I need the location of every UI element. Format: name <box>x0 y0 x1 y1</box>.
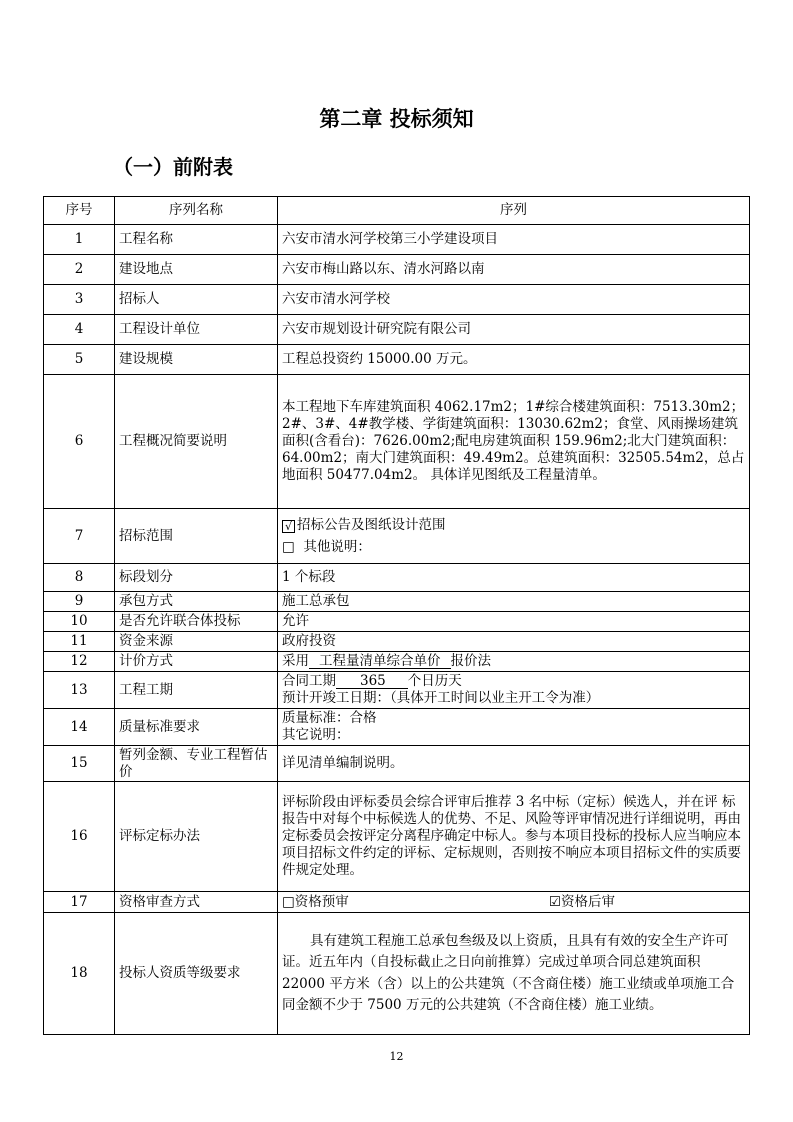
row-value <box>278 709 750 746</box>
row-number: 14 <box>44 709 115 746</box>
row-name: 暂列金额、专业工程暂估价 <box>115 746 278 782</box>
review-option-prequal <box>282 894 349 911</box>
contract-period-suffix: 个日历天 <box>407 673 462 689</box>
row-value: 施工总承包 <box>278 592 750 612</box>
row-name: 投标人资质等级要求 <box>115 913 278 1035</box>
row-number: 15 <box>44 746 115 782</box>
table-row <box>44 652 750 672</box>
row-number: 9 <box>44 592 115 612</box>
table-row <box>44 746 750 782</box>
checkbox-checked-icon: ☑ <box>548 893 561 910</box>
header-name: 序列名称 <box>115 197 278 225</box>
row-value: 政府投资 <box>278 632 750 652</box>
contract-period-fill: 365 <box>336 674 408 689</box>
pricing-prefix: 采用 <box>282 653 309 669</box>
row-name: 工程设计单位 <box>115 315 278 345</box>
table-header-row <box>44 197 750 225</box>
table-row <box>44 255 750 285</box>
row-value <box>278 652 750 672</box>
scope-option-label: 其他说明： <box>303 539 371 555</box>
row-number: 12 <box>44 652 115 672</box>
section-title: （一）前附表 <box>113 155 233 179</box>
row-name: 标段划分 <box>115 564 278 592</box>
row-name: 资格审查方式 <box>115 892 278 913</box>
pricing-method-fill: 工程量清单综合单价 <box>309 654 451 669</box>
table-row <box>44 592 750 612</box>
row-value <box>278 509 750 564</box>
row-number: 8 <box>44 564 115 592</box>
review-option-label: 资格后审 <box>561 893 615 910</box>
row-name: 评标定标办法 <box>115 782 278 892</box>
table-row <box>44 345 750 375</box>
row-number: 7 <box>44 509 115 564</box>
table-row <box>44 612 750 632</box>
header-value: 序列 <box>278 197 750 225</box>
quality-other-line: 其它说明： <box>282 727 350 743</box>
scope-option-tender <box>282 514 745 536</box>
row-name: 计价方式 <box>115 652 278 672</box>
row-value: 六安市清水河学校第三小学建设项目 <box>278 225 750 255</box>
quality-standard-line: 质量标准：合格 <box>282 710 377 726</box>
row-number: 10 <box>44 612 115 632</box>
row-value: 六安市梅山路以东、清水河路以南 <box>278 255 750 285</box>
row-value: 六安市规划设计研究院有限公司 <box>278 315 750 345</box>
contract-period-prefix: 合同工期 <box>282 673 336 689</box>
table-row <box>44 782 750 892</box>
row-name: 工程工期 <box>115 672 278 709</box>
row-value: 评标阶段由评标委员会综合评审后推荐 3 名中标（定标）候选人，并在评 标报告中对每个中标候选人的优势、不足、风险等评审情况进行详细说明，再由定标委员会按评定分离程序确定中标人。参与本项目投标的投标人应当响应本项目招标文件约定的评标、定标规则，否则按不响应本项目招标文件的实质要件规定处理。 <box>278 782 750 892</box>
table-row <box>44 632 750 652</box>
pricing-suffix: 报价法 <box>450 653 491 669</box>
front-attached-table <box>43 196 750 1035</box>
expected-dates-line: 预计开竣工日期：（具体开工时间以业主开工令为准） <box>282 690 600 706</box>
scope-option-label: 招标公告及图纸设计范围 <box>297 517 446 533</box>
row-name: 工程名称 <box>115 225 278 255</box>
row-value: 具有建筑工程施工总承包叁级及以上资质，且具有有效的安全生产许可证。近五年内（自投标截止之日向前推算）完成过单项合同总建筑面积 22000 平方米（含）以上的公共建筑（不含商住楼）施工业绩或单项施工合同金额不少于 7500 万元的公共建筑（不含商住楼）施工业绩。 <box>278 913 750 1035</box>
row-value <box>278 892 750 913</box>
table-row <box>44 375 750 509</box>
review-option-label: 资格预审 <box>294 893 349 910</box>
table-row <box>44 315 750 345</box>
row-number: 18 <box>44 913 115 1035</box>
chapter-title: 第二章 投标须知 <box>319 107 474 131</box>
checkbox-checked-icon: √ <box>282 520 295 533</box>
row-value: 工程总投资约 15000.00 万元。 <box>278 345 750 375</box>
row-name: 招标人 <box>115 285 278 315</box>
checkbox-unchecked-icon: □ <box>282 893 295 910</box>
row-number: 2 <box>44 255 115 285</box>
row-name: 资金来源 <box>115 632 278 652</box>
table-row <box>44 709 750 746</box>
review-option-postqual <box>549 894 615 911</box>
table-row <box>44 509 750 564</box>
row-name: 招标范围 <box>115 509 278 564</box>
row-name: 质量标准要求 <box>115 709 278 746</box>
row-number: 6 <box>44 375 115 509</box>
row-number: 3 <box>44 285 115 315</box>
row-value <box>278 672 750 709</box>
row-number: 5 <box>44 345 115 375</box>
table-row <box>44 285 750 315</box>
scope-option-other <box>282 536 745 558</box>
row-value: 六安市清水河学校 <box>278 285 750 315</box>
row-number: 17 <box>44 892 115 913</box>
table-row <box>44 564 750 592</box>
row-number: 13 <box>44 672 115 709</box>
row-name: 工程概况简要说明 <box>115 375 278 509</box>
table-row <box>44 672 750 709</box>
row-number: 1 <box>44 225 115 255</box>
row-number: 11 <box>44 632 115 652</box>
row-value: 详见清单编制说明。 <box>278 746 750 782</box>
row-name: 建设规模 <box>115 345 278 375</box>
row-name: 承包方式 <box>115 592 278 612</box>
row-value: 本工程地下车库建筑面积 4062.17m2；1#综合楼建筑面积：7513.30m2；2#、3#、4#教学楼、学街建筑面积：13030.62m2；食堂、风雨操场建筑面积(含看台)：7626.00m2;配电房建筑面积 159.96m2;北大门建筑面积：64.00m2；南大门建筑面积：49.49m2。总建筑面积：32505.54m2，总占地面积 50477.04m2。 具体详见图纸及工程量清单。 <box>278 375 750 509</box>
row-value: 1 个标段 <box>278 564 750 592</box>
row-number: 16 <box>44 782 115 892</box>
row-value: 允许 <box>278 612 750 632</box>
header-no: 序号 <box>44 197 115 225</box>
table-row <box>44 225 750 255</box>
contract-period-line <box>282 673 745 690</box>
row-number: 4 <box>44 315 115 345</box>
checkbox-unchecked-icon: □ <box>282 539 295 555</box>
row-name: 建设地点 <box>115 255 278 285</box>
table-row <box>44 913 750 1035</box>
table-row <box>44 892 750 913</box>
page-number: 12 <box>389 1050 404 1063</box>
row-name: 是否允许联合体投标 <box>115 612 278 632</box>
